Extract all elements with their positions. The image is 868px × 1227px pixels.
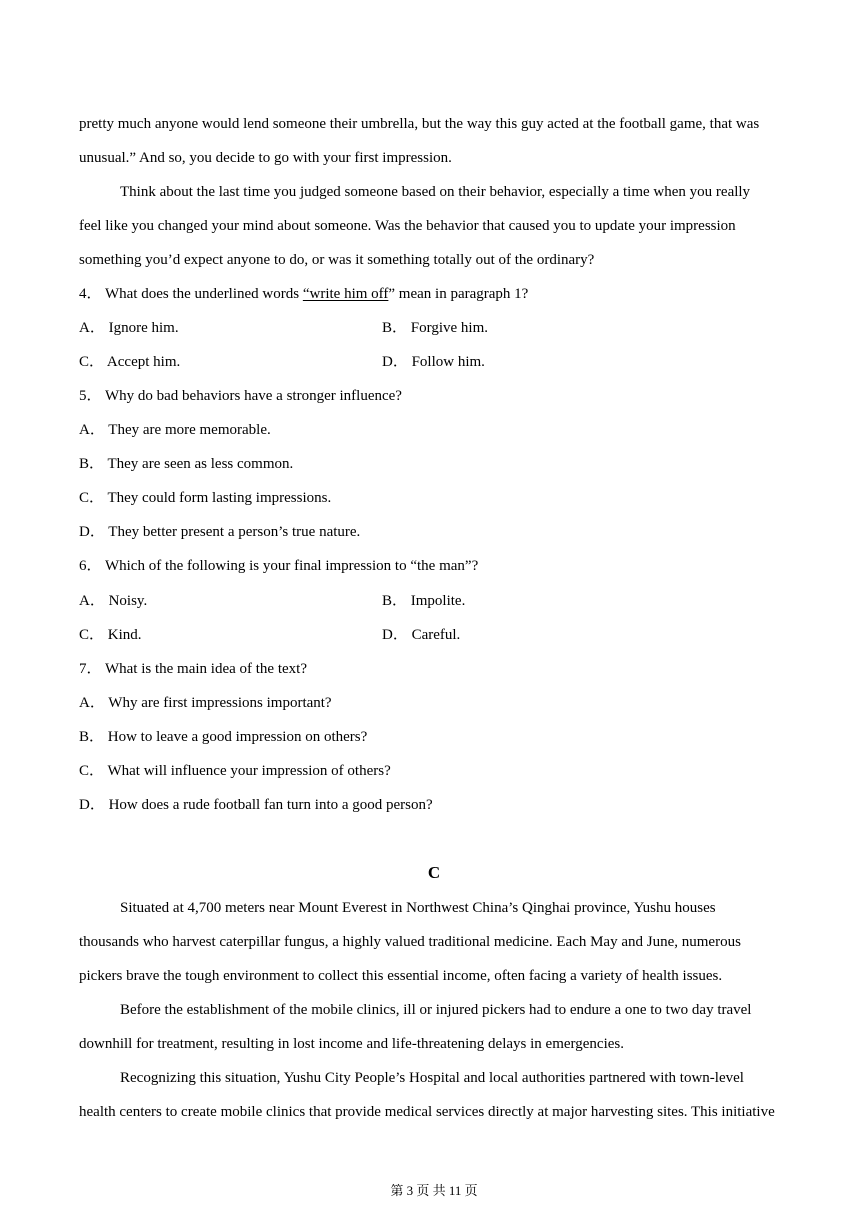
paragraph-line: something you’d expect anyone to do, or was it something totally out of the ordinary?	[79, 252, 595, 268]
question-7-stem: 7． What is the main idea of the text?	[79, 661, 307, 677]
question-6-stem: 6． Which of the following is your final impression to “the man”?	[79, 558, 479, 574]
page-footer: 第 3 页 共 11 页	[390, 1183, 478, 1198]
question-4-option-d: D． Follow him.	[382, 354, 485, 370]
question-6-option-c: C． Kind.	[79, 627, 142, 643]
question-4-option-b: B． Forgive him.	[382, 320, 488, 336]
question-stem-text: 4． What does the underlined words	[79, 286, 303, 302]
question-stem-text: ” mean in paragraph 1?	[388, 286, 529, 302]
paragraph-line: Recognizing this situation, Yushu City People’s Hospital and local authorities partnered with town-level	[120, 1070, 744, 1086]
paragraph-line: Situated at 4,700 meters near Mount Everest in Northwest China’s Qinghai province, Yushu houses	[120, 900, 716, 916]
question-4-option-c: C． Accept him.	[79, 354, 181, 370]
paragraph-line: health centers to create mobile clinics that provide medical services directly at major harvesting sites. This initiative	[79, 1104, 775, 1120]
question-4-stem	[79, 285, 528, 303]
question-4-option-a: A． Ignore him.	[79, 320, 179, 336]
underlined-phrase: “write him off	[302, 286, 389, 302]
paragraph-line: feel like you changed your mind about someone. Was the behavior that caused you to update your impression	[79, 218, 736, 234]
question-5-option-c: C． They could form lasting impressions.	[79, 490, 332, 506]
question-5-option-d: D． They better present a person’s true nature.	[79, 524, 361, 540]
question-7-option-d: D． How does a rude football fan turn into a good person?	[79, 797, 433, 813]
question-7-option-a: A． Why are first impressions important?	[79, 695, 332, 711]
paragraph-line: pickers brave the tough environment to collect this essential income, often facing a variety of health issues.	[79, 968, 723, 984]
paragraph-line: pretty much anyone would lend someone their umbrella, but the way this guy acted at the football game, that was	[79, 116, 760, 132]
question-7-option-c: C． What will influence your impression of others?	[79, 763, 391, 779]
question-7-option-b: B． How to leave a good impression on others?	[79, 729, 368, 745]
paragraph-line: Think about the last time you judged someone based on their behavior, especially a time when you really	[120, 184, 751, 200]
question-6-option-a: A． Noisy.	[79, 593, 148, 609]
section-title: C	[427, 863, 441, 882]
question-6-option-b: B． Impolite.	[382, 593, 466, 609]
paragraph-line: Before the establishment of the mobile clinics, ill or injured pickers had to endure a one to two day travel	[120, 1002, 752, 1018]
question-5-stem: 5． Why do bad behaviors have a stronger influence?	[79, 388, 402, 404]
question-5-option-b: B． They are seen as less common.	[79, 456, 294, 472]
question-5-option-a: A． They are more memorable.	[79, 422, 271, 438]
question-6-option-d: D． Careful.	[382, 627, 461, 643]
paragraph-line: thousands who harvest caterpillar fungus, a highly valued traditional medicine. Each May and June, numerous	[79, 934, 741, 950]
paragraph-line: downhill for treatment, resulting in lost income and life-threatening delays in emergencies.	[79, 1036, 624, 1052]
paragraph-line: unusual.” And so, you decide to go with your first impression.	[79, 150, 452, 166]
